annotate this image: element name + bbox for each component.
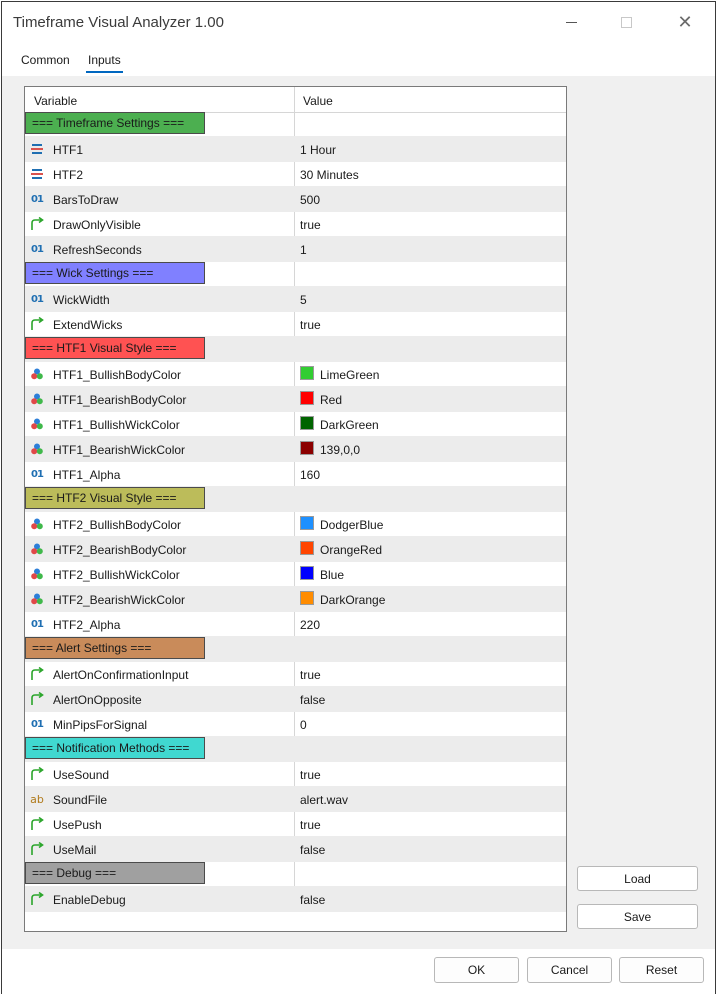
close-button[interactable] <box>662 2 708 42</box>
variable-name: HTF1_BearishWickColor <box>53 443 186 457</box>
tab-bar <box>2 42 715 76</box>
variable-name: HTF1_Alpha <box>53 468 121 482</box>
section-header: === Debug === <box>25 862 205 884</box>
color-icon <box>29 441 45 457</box>
variable-value[interactable]: false <box>300 693 326 707</box>
save-button[interactable]: Save <box>577 904 698 929</box>
variable-value[interactable]: 139,0,0 <box>320 443 361 457</box>
variable-value[interactable]: 5 <box>300 293 307 307</box>
table-row[interactable] <box>25 362 566 387</box>
variable-name: UseMail <box>53 843 97 857</box>
section-row[interactable] <box>25 337 566 362</box>
integer-icon: 01 <box>31 193 43 205</box>
table-row[interactable] <box>25 587 566 612</box>
table-row[interactable] <box>25 162 566 187</box>
timeframe-icon <box>29 166 45 182</box>
cancel-button[interactable]: Cancel <box>527 957 612 983</box>
variable-name: UsePush <box>53 818 102 832</box>
variable-name: HTF2 <box>53 168 83 182</box>
active-tab-indicator <box>86 71 123 73</box>
color-swatch[interactable] <box>300 591 314 605</box>
section-row[interactable] <box>25 862 566 887</box>
maximize-icon <box>621 17 632 28</box>
table-row[interactable] <box>25 812 566 837</box>
column-header-variable[interactable]: Variable <box>34 94 78 108</box>
boolean-icon <box>29 891 45 907</box>
variable-name: HTF2_BearishBodyColor <box>53 543 187 557</box>
variable-value[interactable]: DarkOrange <box>320 593 386 607</box>
color-swatch[interactable] <box>300 366 314 380</box>
variable-value[interactable]: 500 <box>300 193 321 207</box>
table-row[interactable] <box>25 237 566 262</box>
color-icon <box>29 391 45 407</box>
variable-value[interactable]: DodgerBlue <box>320 518 384 532</box>
section-header: === Timeframe Settings === <box>25 112 205 134</box>
variable-name: SoundFile <box>53 793 108 807</box>
minimize-icon <box>566 22 577 23</box>
table-row[interactable] <box>25 287 566 312</box>
variable-name: HTF2_Alpha <box>53 618 121 632</box>
section-row[interactable] <box>25 637 566 662</box>
variable-value[interactable]: 0 <box>300 718 307 732</box>
integer-icon: 01 <box>31 243 43 255</box>
table-row[interactable] <box>25 512 566 537</box>
grid-header <box>25 87 566 113</box>
section-row[interactable] <box>25 737 566 762</box>
window-title: Timeframe Visual Analyzer 1.00 <box>13 14 224 31</box>
section-header: === Notification Methods === <box>25 737 205 759</box>
dialog-window <box>1 1 716 994</box>
section-row[interactable] <box>25 262 566 287</box>
color-icon <box>29 516 45 532</box>
variable-value[interactable]: true <box>300 768 321 782</box>
variable-value[interactable]: 30 Minutes <box>300 168 359 182</box>
reset-button[interactable]: Reset <box>619 957 704 983</box>
variable-value[interactable]: false <box>300 843 326 857</box>
title-bar <box>2 2 715 42</box>
variable-value[interactable]: 1 Hour <box>300 143 337 157</box>
variable-name: HTF1_BullishBodyColor <box>53 368 182 382</box>
table-row[interactable] <box>25 887 566 912</box>
boolean-icon <box>29 766 45 782</box>
section-header: === Alert Settings === <box>25 637 205 659</box>
boolean-icon <box>29 216 45 232</box>
integer-icon: 01 <box>31 293 43 305</box>
color-swatch[interactable] <box>300 391 314 405</box>
variable-name: HTF2_BullishWickColor <box>53 568 180 582</box>
boolean-icon <box>29 841 45 857</box>
variable-name: AlertOnConfirmationInput <box>53 668 189 682</box>
color-icon <box>29 366 45 382</box>
variable-name: DrawOnlyVisible <box>53 218 141 232</box>
table-row[interactable] <box>25 437 566 462</box>
table-row[interactable] <box>25 687 566 712</box>
variable-name: MinPipsForSignal <box>53 718 148 732</box>
timeframe-icon <box>29 141 45 157</box>
variable-value[interactable]: DarkGreen <box>320 418 379 432</box>
variable-value[interactable]: 220 <box>300 618 321 632</box>
variable-name: HTF2_BullishBodyColor <box>53 518 182 532</box>
section-header: === HTF2 Visual Style === <box>25 487 205 509</box>
color-swatch[interactable] <box>300 516 314 530</box>
color-icon <box>29 566 45 582</box>
variable-value[interactable]: true <box>300 668 321 682</box>
table-row[interactable] <box>25 762 566 787</box>
maximize-button <box>603 2 649 42</box>
tab-inputs[interactable]: Inputs <box>88 53 121 67</box>
variable-name: BarsToDraw <box>53 193 119 207</box>
variable-value[interactable]: 1 <box>300 243 307 257</box>
minimize-button[interactable] <box>548 2 594 42</box>
table-row[interactable] <box>25 187 566 212</box>
variable-name: ExtendWicks <box>53 318 123 332</box>
table-row[interactable] <box>25 562 566 587</box>
boolean-icon <box>29 691 45 707</box>
variable-value[interactable]: OrangeRed <box>320 543 383 557</box>
table-row[interactable] <box>25 612 566 637</box>
table-row[interactable] <box>25 662 566 687</box>
variable-name: RefreshSeconds <box>53 243 142 257</box>
color-swatch[interactable] <box>300 441 314 455</box>
section-header: === HTF1 Visual Style === <box>25 337 205 359</box>
variable-name: UseSound <box>53 768 110 782</box>
variable-value[interactable]: alert.wav <box>300 793 349 807</box>
table-row[interactable] <box>25 412 566 437</box>
variable-name: AlertOnOpposite <box>53 693 142 707</box>
variable-name: HTF1_BullishWickColor <box>53 418 180 432</box>
color-icon <box>29 591 45 607</box>
dialog-footer <box>2 949 715 995</box>
integer-icon: 01 <box>31 468 43 480</box>
variable-name: WickWidth <box>53 293 110 307</box>
color-swatch[interactable] <box>300 566 314 580</box>
variable-name: HTF1_BearishBodyColor <box>53 393 187 407</box>
integer-icon: 01 <box>31 618 43 630</box>
variable-value[interactable]: 160 <box>300 468 321 482</box>
variable-name: HTF2_BearishWickColor <box>53 593 186 607</box>
variable-value[interactable]: false <box>300 893 326 907</box>
boolean-icon <box>29 666 45 682</box>
variable-value[interactable]: true <box>300 218 321 232</box>
table-row[interactable] <box>25 787 566 812</box>
variable-name: EnableDebug <box>53 893 126 907</box>
section-row[interactable] <box>25 487 566 512</box>
table-row[interactable] <box>25 312 566 337</box>
color-icon <box>29 416 45 432</box>
table-row[interactable] <box>25 537 566 562</box>
color-swatch[interactable] <box>300 541 314 555</box>
boolean-icon <box>29 316 45 332</box>
variable-value[interactable]: Red <box>320 393 343 407</box>
table-row[interactable] <box>25 462 566 487</box>
variable-name: HTF1 <box>53 143 83 157</box>
column-header-value[interactable]: Value <box>303 94 333 108</box>
color-icon <box>29 541 45 557</box>
boolean-icon <box>29 816 45 832</box>
section-header: === Wick Settings === <box>25 262 205 284</box>
string-icon: ab <box>30 792 44 806</box>
variable-value[interactable]: LimeGreen <box>320 368 380 382</box>
integer-icon: 01 <box>31 718 43 730</box>
variable-value[interactable]: true <box>300 318 321 332</box>
load-button[interactable]: Load <box>577 866 698 891</box>
table-row[interactable] <box>25 837 566 862</box>
table-row[interactable] <box>25 212 566 237</box>
section-row[interactable] <box>25 112 566 137</box>
variable-value[interactable]: Blue <box>320 568 345 582</box>
close-icon: ✕ <box>677 11 693 32</box>
ok-button[interactable]: OK <box>434 957 519 983</box>
table-row[interactable] <box>25 712 566 737</box>
inputs-grid[interactable] <box>24 86 567 932</box>
color-swatch[interactable] <box>300 416 314 430</box>
table-row[interactable] <box>25 137 566 162</box>
tab-common[interactable]: Common <box>21 53 70 67</box>
variable-value[interactable]: true <box>300 818 321 832</box>
table-row[interactable] <box>25 387 566 412</box>
